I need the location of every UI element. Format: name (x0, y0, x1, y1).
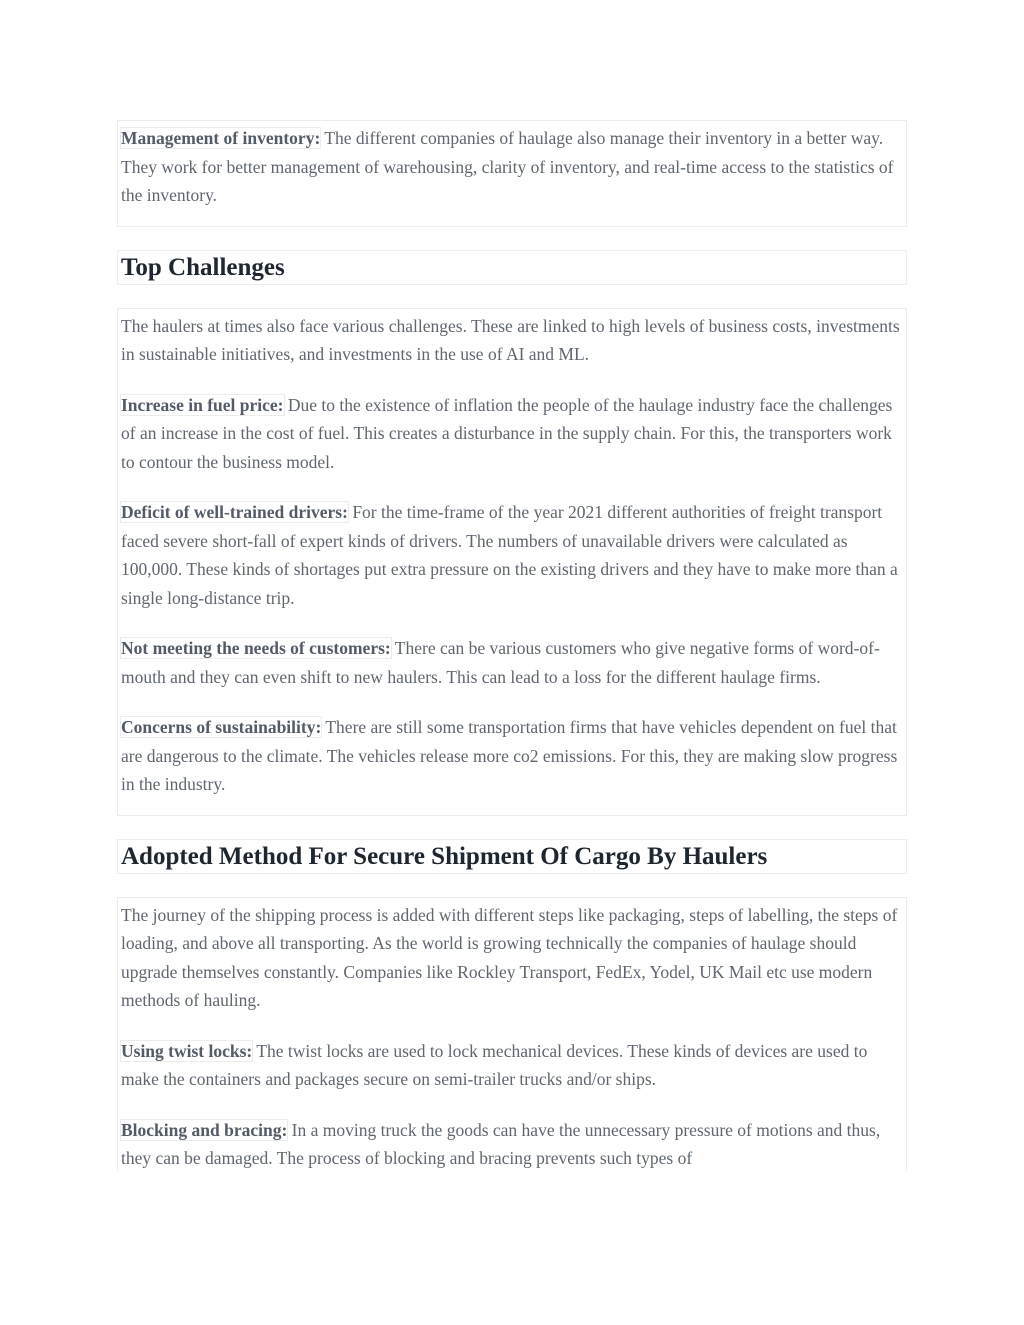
challenge-label: Not meeting the needs of customers: (121, 638, 391, 658)
challenge-item (121, 634, 903, 691)
challenges-heading-box (117, 250, 907, 285)
method-text: The twist locks are used to lock mechanical devices. These kinds of devices are used to make the containers and packages secure on semi-trailer trucks and/or ships. (121, 1040, 868, 1089)
method-text: In a moving truck the goods can have the unnecessary pressure of motions and thus, they can be damaged. The process of blocking and bracing prevents such types of (121, 1119, 881, 1168)
challenge-text: There can be various customers who give negative forms of word-of-mouth and they can even shift to new haulers. This can lead to a loss for the different haulage firms. (121, 638, 880, 687)
inventory-text: The different companies of haulage also manage their inventory in a better way. They work for better management of warehousing, clarity of inventory, and real-time access to the statistics of the inventory. (121, 128, 894, 205)
document-page (117, 120, 907, 1170)
methods-heading: Adopted Method For Secure Shipment Of Cargo By Haulers (121, 842, 768, 870)
challenge-text: Due to the existence of inflation the people of the haulage industry face the challenges of an increase in the cost of fuel. This creates a disturbance in the supply chain. For this, the transporters work to contour the business model. (121, 394, 893, 472)
methods-intro: The journey of the shipping process is added with different steps like packaging, steps of labelling, the steps of loading, and above all transporting. As the world is growing technically the companies of haulage should upgrade themselves constantly. Companies like Rockley Transport, FedEx, Yodel, UK Mail etc use modern methods of hauling. (121, 904, 898, 1010)
inventory-paragraph (121, 124, 903, 210)
method-label: Blocking and bracing: (121, 1119, 288, 1140)
method-item (121, 1037, 903, 1094)
inventory-label: Management of inventory: (121, 128, 321, 148)
challenge-label: Concerns of sustainability: (121, 717, 322, 737)
challenge-item (121, 713, 903, 799)
challenges-section (117, 308, 907, 816)
method-label: Using twist locks: (121, 1040, 253, 1061)
challenge-label: Deficit of well-trained drivers: (121, 502, 348, 522)
challenge-text: For the time-frame of the year 2021 different authorities of freight transport faced severe short-fall of expert kinds of drivers. The numbers of unavailable drivers were calculated as 100,000. These kinds of shortages put extra pressure on the existing drivers and they have to make more than a single long-distance trip. (121, 502, 898, 608)
challenge-item (121, 391, 903, 477)
methods-section (117, 897, 907, 1170)
challenges-heading: Top Challenges (121, 253, 285, 281)
challenge-label: Increase in fuel price: (121, 394, 284, 415)
method-item (121, 1116, 903, 1170)
challenge-text: There are still some transportation firms that have vehicles dependent on fuel that are dangerous to the climate. The vehicles release more co2 emissions. For this, they are making slow progress in the industry. (121, 717, 898, 794)
methods-heading-box (117, 839, 907, 874)
challenges-intro: The haulers at times also face various challenges. These are linked to high levels of business costs, investments in sustainable initiatives, and investments in the use of AI and ML. (121, 315, 900, 364)
inventory-section (117, 120, 907, 227)
challenge-item (121, 498, 903, 612)
